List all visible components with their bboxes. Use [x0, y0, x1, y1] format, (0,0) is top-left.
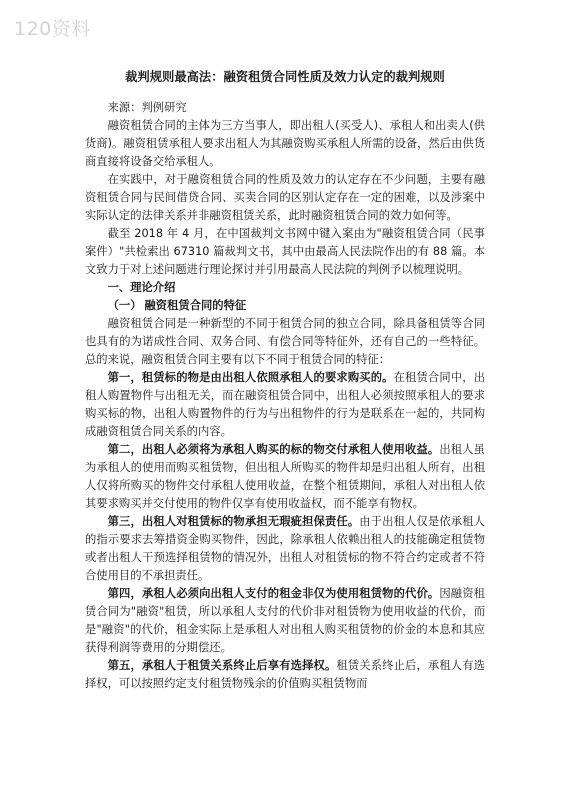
feature-body: 租赁关系终止后，承租人有选择权，可以按照约定支付租赁物残余的价值购买租赁物而: [85, 659, 485, 690]
feature-body: 由于出租人仅是依承租人的指示要求去筹措资金购买物件，因此，除承租人依赖出租人的技能确定租赁物或者出租人干预选择租赁物的情况外，出租人对租赁标的物不符合约定或者不符合使用目的不承担责任。: [85, 515, 485, 582]
feature-lead: 第三，出租人对租赁标的物承担无瑕疵担保责任。: [107, 515, 360, 528]
source-line: 来源：判例研究: [107, 101, 187, 114]
document-title: 裁判规则最高法：融资租赁合同性质及效力认定的裁判规则: [125, 70, 445, 84]
document-body: [85, 68, 485, 693]
subsection-heading: [85, 297, 485, 315]
feature-lead: 第五，承租人于租赁关系终止后享有选择权。: [107, 659, 337, 672]
feature-body: 因融资租赁合同为"融资"租赁，所以承租人支付的代价非对租赁物为使用收益的代价，而是"融资"的代价，租金实际上是承租人对出租人购买租赁物的价金的本息和其应获得利润等费用的分期偿还。: [85, 587, 485, 654]
feature-paragraph-4: [85, 585, 485, 657]
feature-lead: 第二，出租人必须将为承租人购买的标的物交付承租人使用收益。: [107, 443, 440, 456]
features-intro-paragraph: 融资租赁合同是一种新型的不同于租赁合同的独立合同，除具备租赁等合同也具有的为诺成性合同、双务合同、有偿合同等特征外，还有自己的一些特征。总的来说，融资租赁合同主要有以下不同于租赁合同的特征：: [85, 317, 485, 366]
feature-paragraph-5: [85, 657, 485, 693]
watermark: 120资料: [14, 18, 91, 40]
intro-paragraph-1: 融资租赁合同的主体为三方当事人，即出租人(买受人)、承租人和出卖人(供货商)。融资租赁承租人要求出租人为其融资购买承租人所需的设备，然后由供货商直接将设备交给承租人。: [85, 119, 485, 168]
feature-body: 出租人虽为承租人的使用而购买租赁物，但出租人所购买的物件却是归出租人所有，出租人仅将所购买的物件交付承租人使用收益，在整个租赁期间，承租人对出租人依其要求购买并交付使用的物件仅享有使用收益权，而不能享有物权。: [85, 443, 485, 510]
intro-paragraph-2: 在实践中，对于融资租赁合同的性质及效力的认定存在不少问题，主要有融资租赁合同与民间借贷合同、买卖合同的区别认定存在一定的困难，以及涉案中实际认定的法律关系并非融资租赁关系，此时融资租赁合同的效力如何等。: [85, 173, 485, 222]
subsection-label: 融资租赁合同的特征: [144, 299, 247, 312]
feature-lead: 第一，租赁标的物是由出租人依照承租人的要求购买的。: [107, 371, 394, 384]
feature-paragraph-1: [85, 369, 485, 441]
feature-body: 在租赁合同中，出租人购置物件与出租无关，而在融资租赁合同中，出租人必须按照承租人的要求购买标的物，出租人购置物件的行为与出租物件的行为是联系在一起的，共同构成融资租赁合同关系的内容。: [85, 371, 485, 438]
section-heading: 一、理论介绍: [107, 281, 176, 294]
intro-paragraph-3: 截至 2018 年 4 月，在中国裁判文书网中键入案由为"融资租赁合同（民事案件）"共检索出 67310 篇裁判文书，其中由最高人民法院作出的有 88 篇。本文致力于对上述问题进行理论探讨并引用最高人民法院的判例予以梳理说明。: [85, 227, 486, 276]
feature-paragraph-2: [85, 441, 485, 513]
subsection-number: （一）: [107, 299, 142, 312]
feature-lead: 第四，承租人必须向出租人支付的租金非仅为使用租赁物的代价。: [107, 587, 440, 600]
feature-paragraph-3: [85, 513, 485, 585]
